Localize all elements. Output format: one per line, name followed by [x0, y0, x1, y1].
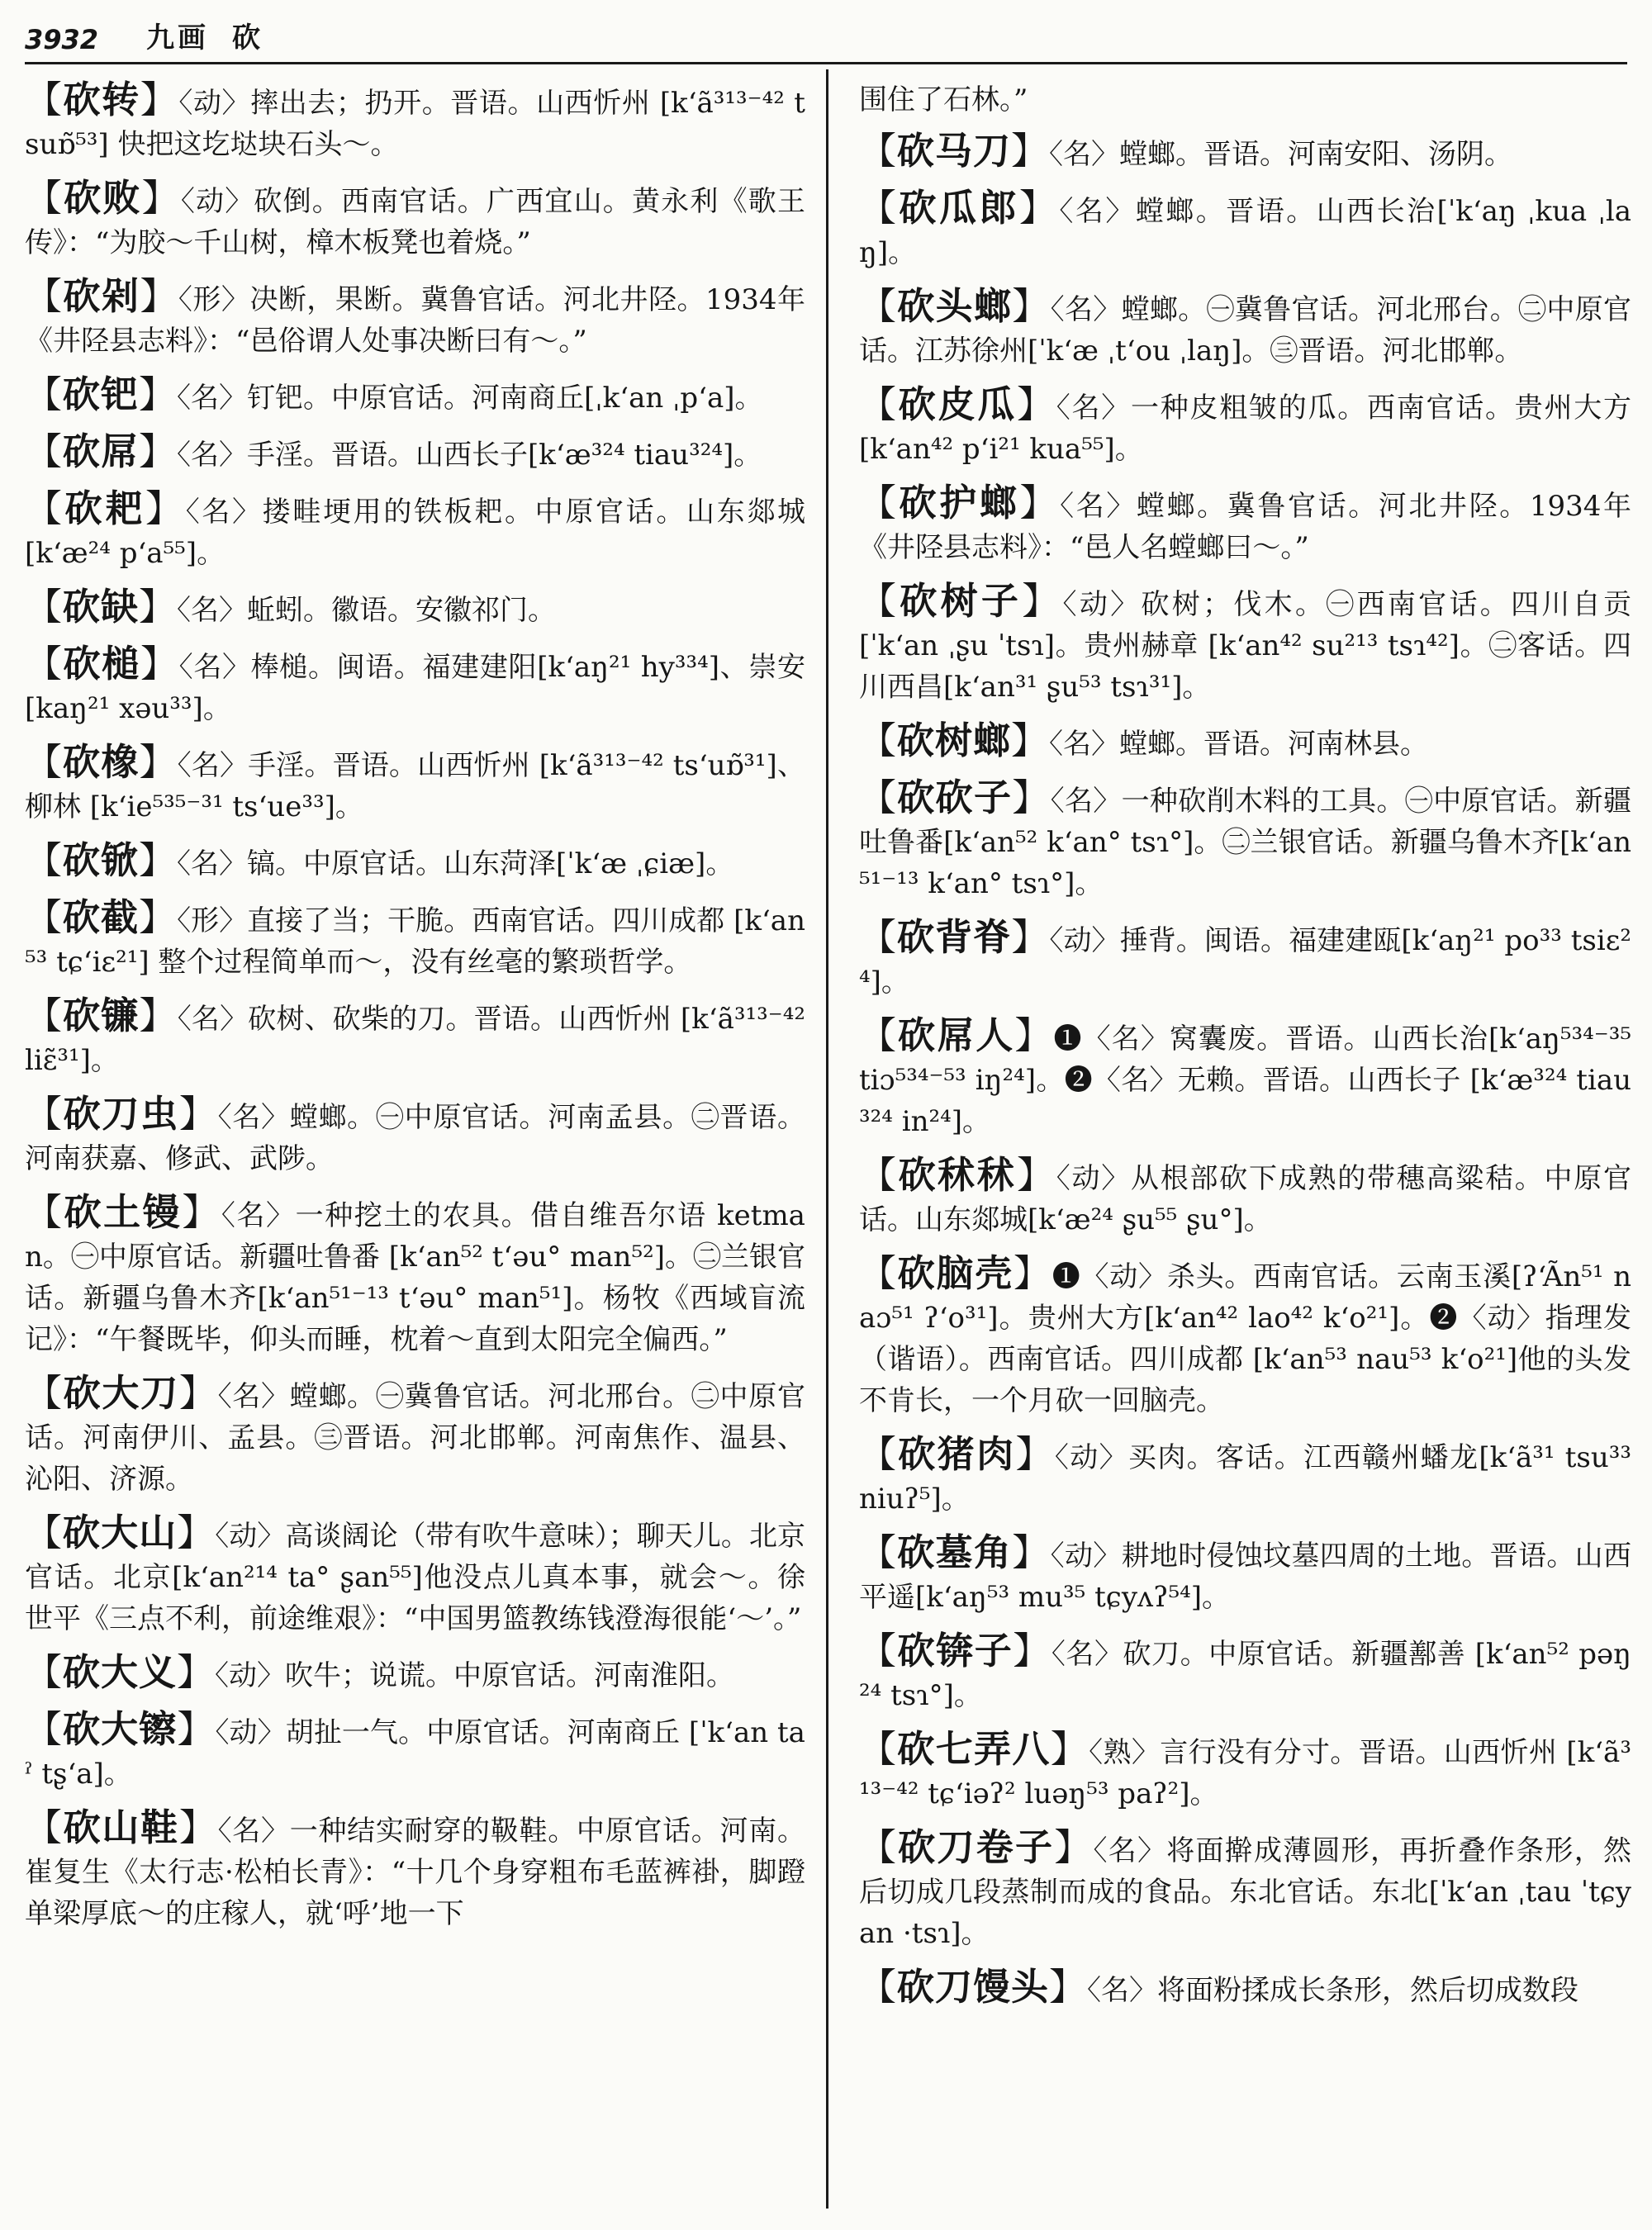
headword-text: 砍刀卷子 [898, 1825, 1055, 1869]
entry-headword: 【砍锨】 [25, 838, 178, 882]
dictionary-entry [859, 482, 1631, 568]
dictionary-entry [25, 742, 805, 828]
headword-text: 砍屌人 [898, 1013, 1015, 1057]
dictionary-entry [25, 374, 805, 419]
entry-headword: 【砍橡】 [25, 740, 178, 784]
dictionary-entry [25, 1807, 805, 1934]
entry-definition: 〈形〉直接了当；干脆。西南官话。四川成都 [k‘an⁵³ tɕ‘iɛ²¹] 整个过程简单而～，没有丝毫的繁琐哲学。 [25, 904, 805, 979]
entry-definition: 〈形〉决断，果断。冀鲁官话。河北井陉。1934年《井陉县志料》：“邑俗谓人处事决断曰有～。” [25, 283, 805, 358]
entry-definition: 〈动〉砍树；伐木。㊀西南官话。四川自贡 [ˈk‘an ˌʂu ˈtsɿ]。贵州赫章 [k‘an⁴² su²¹³ tsɿ⁴²]。㊁客话。四川西昌[k‘an³¹ ʂu⁵³ tsɿ³¹]。 [859, 588, 1631, 704]
entry-headword: 【砍转】 [25, 78, 179, 121]
headword-text: 砍瓜郎 [899, 186, 1019, 230]
headword-text: 砍头螂 [897, 284, 1013, 328]
dictionary-entry [25, 1373, 805, 1500]
entry-headword: 【砍瓜郎】 [859, 186, 1060, 230]
entry-definition: 〈动〉耕地时侵蚀坟墓四周的土地。晋语。山西平遥[k‘aŋ⁵³ mu³⁵ tɕyʌʔ⁵⁴]。 [859, 1540, 1631, 1614]
dictionary-entry [859, 1827, 1631, 1954]
entry-definition: 〈名〉将面擀成薄圆形，再折叠作条形，然后切成几段蒸制而成的食品。东北官话。东北[ˈk‘an ˌtau ˈtɕyan ·tsɿ]。 [859, 1834, 1631, 1950]
entry-headword: 【砍钯】 [25, 372, 178, 416]
page-header [25, 17, 1627, 64]
dictionary-entry [859, 1630, 1631, 1716]
entry-definition: 〈名〉钉钯。中原官话。河南商丘[ˌk‘an ˌp‘a]。 [177, 382, 763, 415]
dictionary-entry [25, 1192, 805, 1360]
headword-text: 砍锛子 [897, 1629, 1014, 1672]
entry-headword: 【砍七弄八】 [859, 1727, 1089, 1771]
entry-headword: 【砍树螂】 [859, 719, 1050, 762]
entry-definition: ❶〈动〉杀头。西南官话。云南玉溪[ʔ‘Ãn⁵¹ naɔ⁵¹ ʔ‘o³¹]。贵州大方[k‘an⁴² lao⁴² k‘o²¹]。❷〈动〉指理发（谐语）。西南官话。四川成都 [k‘an⁵³ nau⁵³ k‘o²¹]他的头发不肯长，一个月砍一回脑壳。 [859, 1260, 1631, 1417]
entry-definition: 〈名〉搂畦埂用的铁板耙。中原官话。山东郯城[k‘æ²⁴ p‘a⁵⁵]。 [25, 496, 805, 570]
entry-definition: 〈名〉镐。中原官话。山东菏泽[ˈk‘æ ˌɕiæ]。 [177, 847, 734, 880]
dictionary-entry [25, 897, 805, 983]
dictionary-entry [859, 1532, 1631, 1618]
dictionary-entry [859, 286, 1631, 372]
entry-headword: 【砍槌】 [25, 642, 179, 686]
entry-definition: 〈名〉一种挖土的农具。借自维吾尔语 ketman。㊀中原官话。新疆吐鲁番 [k‘an⁵² t‘əu° man⁵²]。㊁兰银官话。新疆乌鲁木齐[k‘an⁵¹⁻¹³ t‘əu° man⁵¹]。杨牧《西域盲流记》：“午餐既毕，仰头而睡，枕着～直到太阳完全偏西。” [25, 1199, 805, 1356]
entry-definition: 〈动〉买肉。客话。江西赣州蟠龙[k‘ã³¹ tsu³³ niuʔ⁵]。 [859, 1441, 1631, 1516]
page-number: 3932 [25, 24, 99, 55]
dictionary-entry [859, 1015, 1631, 1142]
headword-text: 砍大刀 [63, 1371, 179, 1415]
entry-headword: 【砍刀虫】 [25, 1092, 218, 1136]
entry-definition: 〈名〉螳螂。㊀冀鲁官话。河北邢台。㊁中原官话。江苏徐州[ˈk‘æ ˌt‘ou ˌlaŋ]。㊂晋语。河北邯郸。 [859, 293, 1631, 368]
entry-definition: 〈名〉一种皮粗皱的瓜。西南官话。贵州大方[k‘an⁴² p‘i²¹ kua⁵⁵]。 [859, 391, 1631, 466]
dictionary-entry [859, 1967, 1631, 2011]
dictionary-entry [25, 1512, 805, 1639]
entry-headword: 【砍大山】 [25, 1511, 216, 1554]
left-column [25, 79, 805, 1947]
column-divider [826, 69, 828, 2209]
headword-text: 砍镰 [63, 994, 140, 1037]
dictionary-entry [859, 1434, 1631, 1520]
continuation-text: 围住了石林。” [859, 83, 1028, 116]
headword-text: 砍耙 [64, 486, 146, 530]
entry-headword: 【砍土镘】 [25, 1190, 221, 1234]
headword-text: 砍败 [64, 176, 142, 220]
section-label: 九画 [146, 21, 210, 55]
entry-headword: 【砍秫秫】 [859, 1153, 1056, 1197]
headword-text: 砍刀虫 [63, 1092, 179, 1136]
entry-definition: 〈名〉一种结实耐穿的靸鞋。中原官话。河南。崔复生《太行志·松柏长青》：“十几个身穿粗布毛蓝裤褂，脚蹬单梁厚底～的庄稼人，就‘呼’地一下 [25, 1815, 805, 1930]
dictionary-entry [859, 384, 1631, 470]
headword-text: 砍大山 [63, 1511, 178, 1554]
entry-headword: 【砍皮瓜】 [859, 382, 1056, 426]
headword-text: 砍橡 [63, 740, 140, 784]
headword-text: 砍背脊 [897, 915, 1012, 959]
dictionary-entry [25, 276, 805, 362]
entry-headword: 【砍刀馒头】 [859, 1965, 1088, 2009]
dictionary-entry [25, 488, 805, 574]
dictionary-entry [25, 995, 805, 1081]
dictionary-entry [859, 130, 1631, 175]
headword-text: 砍大义 [63, 1650, 178, 1694]
headword-text: 砍槌 [63, 642, 140, 686]
headword-text: 砍山鞋 [63, 1805, 179, 1849]
entry-headword: 【砍屌人】 [859, 1013, 1054, 1057]
entry-definition: 〈名〉蚯蚓。徽语。安徽祁门。 [177, 594, 557, 627]
entry-definition: 〈名〉将面粉揉成长条形，然后切成数段 [1087, 1974, 1579, 2007]
entry-definition: 〈动〉高谈阔论（带有吹牛意味）；聊天儿。北京官话。北京[k‘an²¹⁴ ta° ʂan⁵⁵]他没点儿真本事，就会～。徐世平《三点不利，前途维艰》：“中国男篮教练钱澄海很能‘～’。” [25, 1520, 805, 1635]
headword-text: 砍砍子 [897, 776, 1013, 819]
headword-text: 砍大镲 [63, 1707, 178, 1751]
right-column [859, 79, 1631, 2024]
entry-definition: 〈动〉胡扯一气。中原官话。河南商丘 [ˈk‘an taˀ tʂ‘a]。 [25, 1716, 805, 1791]
headword-text: 砍屌 [63, 429, 140, 473]
headword-text: 砍护螂 [899, 481, 1020, 524]
dictionary-entry [25, 79, 805, 165]
entry-headword: 【砍墓角】 [859, 1530, 1051, 1574]
headword-text: 砍钯 [63, 372, 140, 416]
headword-text: 砍马刀 [897, 129, 1012, 173]
dictionary-entry [859, 1253, 1631, 1421]
entry-headword: 【砍刀卷子】 [859, 1825, 1094, 1869]
entry-definition: 〈名〉螳螂。晋语。山西长治[ˈk‘aŋ ˌkua ˌlaŋ]。 [859, 195, 1631, 269]
dictionary-entry [859, 1729, 1631, 1815]
entry-definition: 〈名〉螳螂。冀鲁官话。河北井陉。1934年《井陉县志料》：“邑人名螳螂曰～。” [859, 490, 1631, 564]
headword-text: 砍墓角 [897, 1530, 1013, 1574]
dictionary-entry [25, 431, 805, 476]
entry-headword: 【砍山鞋】 [25, 1805, 218, 1849]
dictionary-entry [859, 720, 1631, 765]
dictionary-entry [25, 1094, 805, 1179]
entry-definition: 〈动〉吹牛；说谎。中原官话。河南淮阳。 [215, 1659, 735, 1692]
entry-definition: 〈名〉螳螂。晋语。河南林县。 [1049, 728, 1429, 761]
entry-definition: 〈名〉手淫。晋语。山西忻州 [k‘ã³¹³⁻⁴² ts‘uɒ̃³¹]、柳林 [k‘ie⁵³⁵⁻³¹ ts‘ue³³]。 [25, 749, 805, 823]
entry-definition: 〈名〉螳螂。晋语。河南安阳、汤阴。 [1049, 138, 1513, 171]
entry-headword: 【砍头螂】 [859, 284, 1051, 328]
headword-text: 砍树子 [900, 579, 1023, 623]
dictionary-entry [25, 1709, 805, 1795]
headword-text: 砍秫秫 [898, 1153, 1017, 1197]
header-character: 砍 [232, 21, 261, 55]
entry-headword: 【砍树子】 [859, 579, 1063, 623]
entry-definition: ❶〈名〉窝囊废。晋语。山西长治[k‘aŋ⁵³⁴⁻³⁵ tiɔ⁵³⁴⁻⁵³ iŋ²⁴]。❷〈名〉无赖。晋语。山西长子 [k‘æ³²⁴ tiau³²⁴ in²⁴]。 [859, 1022, 1631, 1138]
entry-headword: 【砍屌】 [25, 429, 178, 473]
entry-definition: 〈名〉螳螂。㊀冀鲁官话。河北邢台。㊁中原官话。河南伊川、孟县。㊂晋语。河北邯郸。河南焦作、温县、沁阳、济源。 [25, 1380, 805, 1496]
entry-headword: 【砍护螂】 [859, 481, 1061, 524]
entry-definition: 〈动〉捶背。闽语。福建建瓯[k‘aŋ²¹ po³³ tsiɛ²⁴]。 [859, 924, 1631, 999]
headword-text: 砍猪肉 [898, 1432, 1016, 1476]
entry-definition: 〈动〉砍倒。西南官话。广西宜山。黄永利《歌王传》：“为胶～千山树，樟木板凳也着烧。” [25, 185, 805, 259]
entry-definition: 〈动〉从根部砍下成熟的带穗高粱秸。中原官话。山东郯城[k‘æ²⁴ ʂu⁵⁵ ʂu°]。 [859, 1162, 1631, 1236]
entry-definition: 〈名〉砍树、砍柴的刀。晋语。山西忻州 [k‘ã³¹³⁻⁴² liɛ̃³¹]。 [25, 1003, 805, 1077]
entry-headword: 【砍镰】 [25, 994, 178, 1037]
entry-headword: 【砍背脊】 [859, 915, 1050, 959]
headword-text: 砍锨 [63, 838, 140, 882]
dictionary-entry [25, 178, 805, 263]
entry-headword: 【砍猪肉】 [859, 1432, 1055, 1476]
entry-headword: 【砍砍子】 [859, 776, 1051, 819]
entry-headword: 【砍大义】 [25, 1650, 216, 1694]
headword-text: 砍转 [63, 78, 140, 121]
dictionary-entry [859, 917, 1631, 1003]
dictionary-entry [859, 187, 1631, 273]
entry-headword: 【砍大镲】 [25, 1707, 216, 1751]
headword-text: 砍脑壳 [897, 1251, 1014, 1295]
entry-headword: 【砍锛子】 [859, 1629, 1051, 1672]
headword-text: 砍缺 [63, 585, 140, 629]
entry-headword: 【砍大刀】 [25, 1371, 218, 1415]
entry-headword: 【砍缺】 [25, 585, 178, 629]
entry-headword: 【砍脑壳】 [859, 1251, 1052, 1295]
dictionary-entry [859, 777, 1631, 904]
entry-definition: 〈名〉螳螂。㊀中原官话。河南孟县。㊁晋语。河南获嘉、修武、武陟。 [25, 1101, 805, 1175]
headword-text: 砍刀馒头 [897, 1965, 1050, 2009]
headword-text: 砍树螂 [897, 719, 1012, 762]
headword-text: 砍土镘 [64, 1190, 183, 1234]
entry-headword: 【砍剁】 [25, 274, 178, 318]
dictionary-entry [859, 1155, 1631, 1241]
entry-definition: 〈名〉棒槌。闽语。福建建阳[k‘aŋ²¹ hy³³⁴]、崇安 [kaŋ²¹ xəu³³]。 [25, 651, 805, 725]
entry-headword: 【砍截】 [25, 895, 178, 939]
dictionary-entry [25, 840, 805, 885]
dictionary-entry [25, 1652, 805, 1696]
entry-definition: 〈名〉手淫。晋语。山西长子[k‘æ³²⁴ tiau³²⁴]。 [177, 439, 762, 472]
dictionary-entry [25, 643, 805, 729]
dictionary-entry [859, 581, 1631, 708]
headword-text: 砍七弄八 [897, 1727, 1051, 1771]
entry-headword: 【砍马刀】 [859, 129, 1050, 173]
entry-definition: 〈名〉一种砍削木料的工具。㊀中原官话。新疆吐鲁番[k‘an⁵² k‘an° tsɿ°]。㊁兰银官话。新疆乌鲁木齐[k‘an⁵¹⁻¹³ k‘an° tsɿ°]。 [859, 785, 1631, 900]
headword-text: 砍剁 [63, 274, 140, 318]
dictionary-entry [25, 586, 805, 631]
entry-headword: 【砍败】 [25, 176, 181, 220]
entry-definition: 〈动〉摔出去；扔开。晋语。山西忻州 [k‘ã³¹³⁻⁴² tsuɒ̃⁵³] 快把这圪垯块石头～。 [25, 87, 805, 161]
entry-definition: 〈名〉砍刀。中原官话。新疆鄯善 [k‘an⁵² pəŋ²⁴ tsɿ°]。 [859, 1638, 1631, 1712]
headword-text: 砍皮瓜 [898, 382, 1017, 426]
entry-definition: 〈熟〉言行没有分寸。晋语。山西忻州 [k‘ã³¹³⁻⁴² tɕ‘iəʔ² luəŋ⁵³ paʔ²]。 [859, 1736, 1631, 1810]
entry-headword: 【砍耙】 [25, 486, 186, 530]
headword-text: 砍截 [63, 895, 140, 939]
